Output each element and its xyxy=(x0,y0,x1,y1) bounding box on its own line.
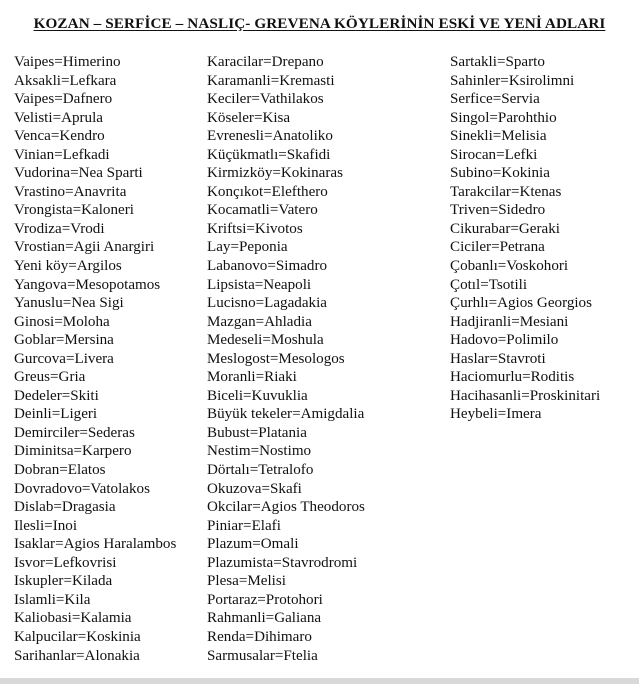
village-name-entry: Greus=Gria xyxy=(14,369,86,386)
village-name-entry: Yanuslu=Nea Sigi xyxy=(14,295,124,312)
village-name-entry: Dörtalı=Tetralofo xyxy=(207,462,314,479)
village-list-column-2 xyxy=(207,53,365,665)
village-name-entry: Hadovo=Polimilo xyxy=(450,332,559,349)
village-name-entry: Tarakcilar=Ktenas xyxy=(450,183,562,200)
village-name-entry: Dislab=Dragasia xyxy=(14,499,116,516)
village-name-entry: Dobran=Elatos xyxy=(14,462,106,479)
village-name-entry: Çotıl=Tsotili xyxy=(450,276,528,293)
village-name-entry: Konçıkot=Elefthero xyxy=(207,183,328,200)
village-name-entry: Hacihasanli=Proskinitari xyxy=(450,387,601,404)
village-name-entry: Vrodiza=Vrodi xyxy=(14,220,105,237)
village-name-entry: Piniar=Elafi xyxy=(207,517,281,534)
village-name-entry: Renda=Dihimaro xyxy=(207,628,312,645)
village-name-entry: Yangova=Mesopotamos xyxy=(14,276,161,293)
village-name-entry: Lay=Peponia xyxy=(207,239,288,256)
village-name-entry: Plazumista=Stavrodromi xyxy=(207,554,358,571)
village-name-entry: Mazgan=Ahladia xyxy=(207,313,312,330)
village-name-entry: Küçükmatlı=Skafidi xyxy=(207,146,331,163)
village-name-entry: Triven=Sidedro xyxy=(450,202,546,219)
village-name-entry: Vaipes=Himerino xyxy=(14,54,121,70)
village-name-entry: Vaipes=Dafnero xyxy=(14,91,113,108)
village-name-entry: Biceli=Kuvuklia xyxy=(207,387,308,404)
village-name-entry: Aksakli=Lefkara xyxy=(14,72,117,89)
village-name-entry: Kaliobasi=Kalamia xyxy=(14,610,132,627)
village-name-entry: Lipsista=Neapoli xyxy=(207,276,312,293)
village-name-entry: Sartakli=Sparto xyxy=(450,54,545,70)
village-name-entry: Yeni köy=Argilos xyxy=(14,258,122,275)
village-name-entry: Gurcova=Livera xyxy=(14,350,114,367)
village-name-entry: Goblar=Mersina xyxy=(14,332,114,349)
village-list-column-3 xyxy=(450,53,600,424)
village-name-entry: Heybeli=Imera xyxy=(450,406,542,423)
village-name-entry: Plazum=Omali xyxy=(207,536,299,553)
village-name-entry: Demirciler=Sederas xyxy=(14,424,135,441)
village-name-entry: Sarmusalar=Ftelia xyxy=(207,647,318,664)
village-name-entry: Bubust=Platania xyxy=(207,424,307,441)
village-name-entry: Plesa=Melisi xyxy=(207,573,286,590)
village-name-entry: Labanovo=Simadro xyxy=(207,258,328,275)
village-name-entry: Vrongista=Kaloneri xyxy=(14,202,134,219)
village-name-entry: Vrostian=Agii Anargiri xyxy=(14,239,155,256)
village-name-entry: Keciler=Vathilakos xyxy=(207,91,324,108)
village-name-entry: Haslar=Stavroti xyxy=(450,350,546,367)
document-title: KOZAN – SERFİCE – NASLIÇ- GREVENA KÖYLERİNİN ESKİ VE YENİ ADLARI xyxy=(33,15,606,32)
village-list-column-1 xyxy=(14,53,176,665)
village-name-entry: Kalpucilar=Koskinia xyxy=(14,628,141,645)
village-name-entry: Dedeler=Skiti xyxy=(14,387,99,404)
village-name-entry: Iskupler=Kilada xyxy=(14,573,113,590)
village-name-entry: Meslogost=Mesologos xyxy=(207,350,345,367)
village-name-entry: Ciciler=Petrana xyxy=(450,239,545,256)
village-name-entry: Çurhlı=Agios Georgios xyxy=(450,295,592,312)
village-name-entry: Vudorina=Nea Sparti xyxy=(14,165,143,182)
village-name-entry: Sahinler=Ksirolimni xyxy=(450,72,575,89)
village-name-entry: Serfice=Servia xyxy=(450,91,540,108)
village-name-entry: Lucisno=Lagadakia xyxy=(207,295,327,312)
village-name-entry: Subino=Kokinia xyxy=(450,165,550,182)
village-name-entry: Isvor=Lefkovrisi xyxy=(14,554,117,571)
village-name-entry: Köseler=Kisa xyxy=(207,109,291,126)
village-name-entry: Kocamatli=Vatero xyxy=(207,202,318,219)
village-name-entry: Dovradovo=Vatolakos xyxy=(14,480,150,497)
village-name-entry: Karacilar=Drepano xyxy=(207,54,324,70)
village-name-entry: Isaklar=Agios Haralambos xyxy=(14,536,177,553)
village-name-entry: Büyük tekeler=Amigdalia xyxy=(207,406,365,423)
village-name-entry: Portaraz=Protohori xyxy=(207,591,323,608)
village-name-entry: Singol=Parohthio xyxy=(450,109,557,126)
village-name-entry: Kriftsi=Kivotos xyxy=(207,220,303,237)
village-name-entry: Vinian=Lefkadi xyxy=(14,146,110,163)
village-name-entry: Deinli=Ligeri xyxy=(14,406,98,423)
village-name-entry: Rahmanli=Galiana xyxy=(207,610,322,627)
village-name-entry: Hadjiranli=Mesiani xyxy=(450,313,569,330)
village-name-entry: Sinekli=Melisia xyxy=(450,128,547,145)
village-name-entry: Nestim=Nostimo xyxy=(207,443,312,460)
village-name-entry: Vrastino=Anavrita xyxy=(14,183,127,200)
village-name-entry: Cikurabar=Geraki xyxy=(450,220,560,237)
village-name-entry: Çobanlı=Voskohori xyxy=(450,258,569,275)
village-name-entry: Moranli=Riaki xyxy=(207,369,297,386)
village-name-entry: Evrenesli=Anatoliko xyxy=(207,128,333,145)
village-name-entry: Venca=Kendro xyxy=(14,128,105,145)
village-name-entry: Medeseli=Moshula xyxy=(207,332,324,349)
village-name-entry: Velisti=Aprula xyxy=(14,109,103,126)
village-name-entry: Okcilar=Agios Theodoros xyxy=(207,499,365,516)
village-name-entry: Karamanli=Kremasti xyxy=(207,72,335,89)
village-name-entry: Sirocan=Lefki xyxy=(450,146,538,163)
village-name-entry: Okuzova=Skafi xyxy=(207,480,302,497)
village-name-entry: Haciomurlu=Roditis xyxy=(450,369,575,386)
village-name-entry: Kirmizköy=Kokinaras xyxy=(207,165,343,182)
village-name-entry: Islamli=Kila xyxy=(14,591,91,608)
village-name-entry: Ginosi=Moloha xyxy=(14,313,110,330)
village-name-entry: Ilesli=Inoi xyxy=(14,517,78,534)
village-name-entry: Diminitsa=Karpero xyxy=(14,443,132,460)
village-name-entry: Sarihanlar=Alonakia xyxy=(14,647,140,664)
